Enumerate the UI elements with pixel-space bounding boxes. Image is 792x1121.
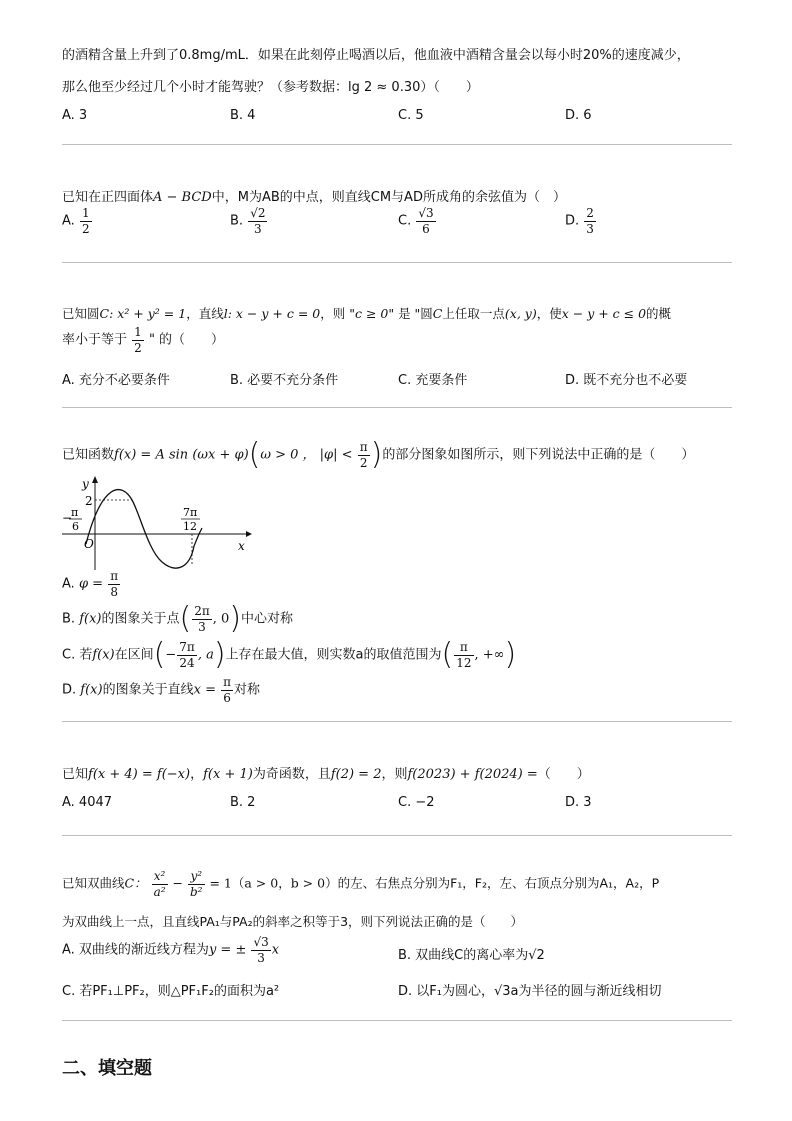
x-axis-arrow <box>246 531 252 537</box>
q2-option-d: D. $\frac{2}{3}$ <box>565 206 594 236</box>
q5-option-c: C. −2 <box>398 795 435 810</box>
q6-line2: 为双曲线上一点，且直线PA₁与PA₂的斜率之积等于3，则下列说法正确的是（ ） <box>62 914 524 929</box>
q3-option-b: B. 必要不充分条件 <box>230 373 339 388</box>
origin-label: O <box>84 537 94 551</box>
q3-line1: 已知圆C: x² + y² = 1，直线l: x − y + c = 0，则 "c ≥ 0" 是 "圆C上任取一点(x, y)，使x − y + c ≤ 0的概 <box>62 306 672 321</box>
q2-option-b: B. $\frac{√2}{3}$ <box>230 206 266 236</box>
q4-option-a: A. φ = $\frac{\pi}{8}$ <box>62 569 119 599</box>
q1-option-d: D. 6 <box>565 108 592 123</box>
max-label: 2 <box>85 494 93 508</box>
q4-stem: 已知函数f(x) = A sin (ωx + φ)(ω > 0 ， |φ| < $\frac{\pi}{2}$ )的部分图象如图所示，则下列说法中正确的是（ ） <box>62 437 695 472</box>
q2-option-a: A. $\frac{1}{2}$ <box>62 206 90 236</box>
q5-option-b: B. 2 <box>230 795 256 810</box>
y-axis-arrow <box>92 476 98 483</box>
q6-option-b: B. 双曲线C的离心率为√2 <box>398 948 545 963</box>
divider <box>62 835 732 836</box>
q4-option-c: C. 若f(x)在区间(− $\frac{7\pi}{24}$ , a)上存在最大值，则实数a的取值范围为( $\frac{\pi}{12}$ , +∞) <box>62 637 517 672</box>
q3-option-c: C. 充要条件 <box>398 373 468 388</box>
q6-line1: 已知双曲线C： $\frac{\text{x²}}{\text{a²}}$ − $\frac{\text{y²}}{\text{b²}}$ = 1（a > 0，b > 0）的左、右焦点分别为F₁，F₂，左、右顶点分别为A₁，A₂，P <box>62 869 660 899</box>
q6-option-c: C. 若PF₁⊥PF₂，则△PF₁F₂的面积为a² <box>62 984 280 999</box>
divider <box>62 144 732 145</box>
sine-graph <box>62 472 252 572</box>
left-sign: − <box>62 511 73 525</box>
q5-stem: 已知f(x + 4) = f(−x)，f(x + 1)为奇函数，且f(2) = 2，则f(2023) + f(2024) =（ ） <box>62 767 590 782</box>
q1-line1: 的酒精含量上升到了0.8mg/mL．如果在此刻停止喝酒以后，他血液中酒精含量会以每小时20%的速度减少， <box>62 48 690 63</box>
q1-line2: 那么他至少经过几个小时才能驾驶？（参考数据：lg 2 ≈ 0.30）（ ） <box>62 80 479 95</box>
left-den: 6 <box>72 520 79 533</box>
q3-option-a: A. 充分不必要条件 <box>62 373 170 388</box>
divider <box>62 262 732 263</box>
q5-option-a: A. 4047 <box>62 795 113 810</box>
right-den: 12 <box>183 520 197 533</box>
right-num: 7π <box>183 506 198 519</box>
q2-stem: 已知在正四面体A − BCD中，M为AB的中点，则直线CM与AD所成角的余弦值为（ ） <box>62 190 566 205</box>
q3-line2: 率小于等于 $\frac{1}{2}$ " 的（ ） <box>62 325 225 355</box>
q4-option-b: B. f(x)的图象关于点( $\frac{2\pi}{3}$ , 0)中心对称 <box>62 601 294 636</box>
divider <box>62 407 732 408</box>
q3-option-d: D. 既不充分也不必要 <box>565 373 688 388</box>
left-num: π <box>71 506 79 519</box>
q6-option-a: A. 双曲线的渐近线方程为y = ± $\frac{√3}{3}$ x <box>62 935 280 965</box>
q1-option-c: C. 5 <box>398 108 424 123</box>
q5-option-d: D. 3 <box>565 795 592 810</box>
divider <box>62 721 732 722</box>
q2-option-c: C. $\frac{√3}{6}$ <box>398 206 434 236</box>
section-heading: 二、填空题 <box>62 1058 152 1079</box>
q4-option-d: D. f(x)的图象关于直线x = $\frac{\pi}{6}$ 对称 <box>62 675 261 705</box>
q1-option-a: A. 3 <box>62 108 88 123</box>
q1-option-b: B. 4 <box>230 108 256 123</box>
x-label: x <box>238 539 245 553</box>
y-label: y <box>82 477 89 491</box>
divider <box>62 1020 732 1021</box>
q6-option-d: D. 以F₁为圆心，√3a为半径的圆与渐近线相切 <box>398 984 662 999</box>
